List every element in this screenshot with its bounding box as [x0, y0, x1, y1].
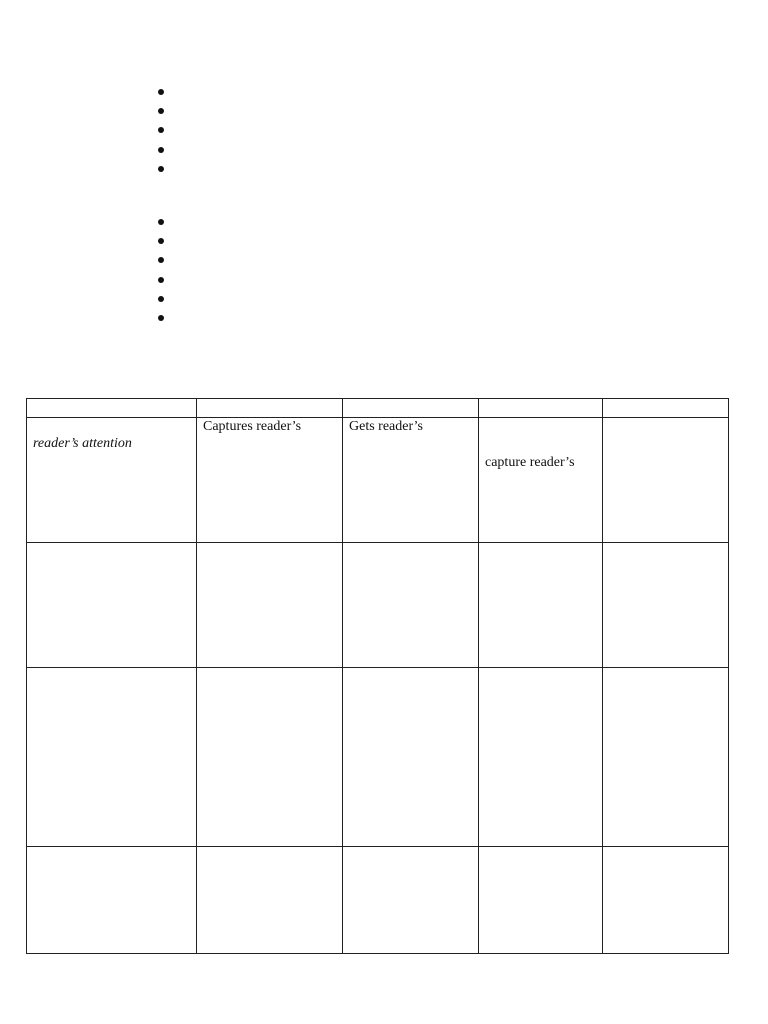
- bullet-icon: [158, 147, 164, 153]
- header-cell: [197, 399, 343, 418]
- cell-text: capture reader’s: [485, 455, 575, 470]
- bullet-icon: [158, 166, 164, 172]
- table-cell: [603, 418, 729, 543]
- table-cell: [479, 418, 603, 543]
- table-cell: [603, 847, 729, 954]
- table-cell: [27, 418, 197, 543]
- table-cell: [197, 847, 343, 954]
- header-cell: [479, 399, 603, 418]
- table-cell: [197, 418, 343, 543]
- bullet-icon: [158, 277, 164, 283]
- table-cell: [479, 668, 603, 847]
- bullet-icon: [158, 108, 164, 114]
- bullet-icon: [158, 296, 164, 302]
- rubric-table: [26, 398, 729, 954]
- table-cell: [343, 847, 479, 954]
- table-row: [27, 418, 729, 543]
- cell-text: reader’s attention: [33, 436, 132, 451]
- table-cell: [197, 543, 343, 668]
- table-cell: [27, 847, 197, 954]
- cell-text: Gets reader’s: [349, 419, 423, 434]
- table-cell: [479, 543, 603, 668]
- bullet-icon: [158, 257, 164, 263]
- table-cell: [343, 543, 479, 668]
- header-cell: [27, 399, 197, 418]
- table-cell: [343, 418, 479, 543]
- table-cell: [343, 668, 479, 847]
- cell-text: Captures reader’s: [203, 419, 302, 434]
- bullet-icon: [158, 127, 164, 133]
- table-row: [27, 668, 729, 847]
- bullet-icon: [158, 89, 164, 95]
- table-cell: [27, 543, 197, 668]
- bullet-icon: [158, 315, 164, 321]
- table-row: [27, 543, 729, 668]
- table-cell: [603, 668, 729, 847]
- table-row: [27, 847, 729, 954]
- table-cell: [197, 668, 343, 847]
- table-cell: [603, 543, 729, 668]
- table-cell: [27, 668, 197, 847]
- bullet-icon: [158, 238, 164, 244]
- header-cell: [343, 399, 479, 418]
- header-cell: [603, 399, 729, 418]
- bullet-icon: [158, 219, 164, 225]
- table-cell: [479, 847, 603, 954]
- table-header-row: [27, 399, 729, 418]
